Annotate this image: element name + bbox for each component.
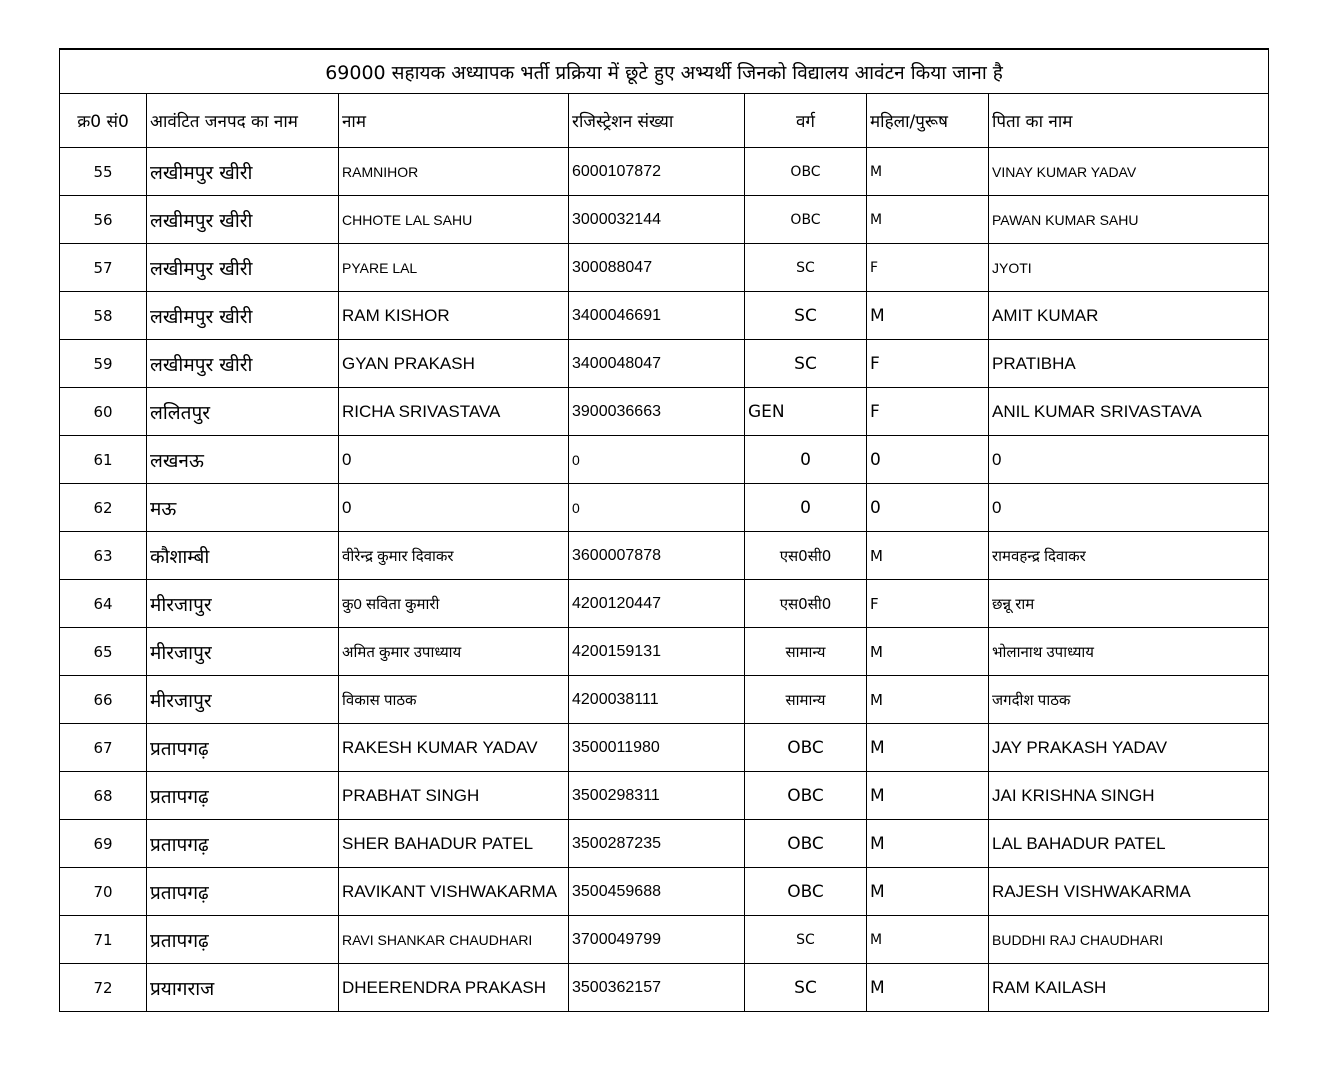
cell-gender: F [867,388,989,436]
cell-registration: 3600007878 [569,532,745,580]
cell-district: मीरजापुर [147,676,339,724]
header-name: नाम [339,94,569,148]
cell-father-name: PAWAN KUMAR SAHU [989,196,1269,244]
cell-name: 0 [339,484,569,532]
cell-gender: M [867,148,989,196]
cell-father-name: RAJESH VISHWAKARMA [989,868,1269,916]
cell-district: ललितपुर [147,388,339,436]
cell-father-name: PRATIBHA [989,340,1269,388]
cell-serial: 55 [60,148,147,196]
cell-category: SC [745,964,867,1012]
cell-district: प्रतापगढ़ [147,916,339,964]
title-row [60,49,1269,94]
cell-gender: M [867,292,989,340]
cell-name: वीरेन्द्र कुमार दिवाकर [339,532,569,580]
cell-gender: M [867,964,989,1012]
cell-name: विकास पाठक [339,676,569,724]
cell-gender: M [867,676,989,724]
cell-gender: M [867,916,989,964]
cell-serial: 62 [60,484,147,532]
cell-registration: 0 [569,436,745,484]
table-row [60,724,1269,772]
table-row [60,916,1269,964]
cell-serial: 65 [60,628,147,676]
cell-category: 0 [745,484,867,532]
cell-father-name: छन्नू राम [989,580,1269,628]
cell-serial: 67 [60,724,147,772]
cell-category: एस0सी0 [745,580,867,628]
cell-serial: 59 [60,340,147,388]
cell-serial: 68 [60,772,147,820]
cell-district: मीरजापुर [147,628,339,676]
table-row [60,820,1269,868]
cell-category: GEN [745,388,867,436]
cell-father-name: 0 [989,436,1269,484]
cell-name: PRABHAT SINGH [339,772,569,820]
cell-name: RAVIKANT VISHWAKARMA [339,868,569,916]
cell-gender: M [867,772,989,820]
cell-registration: 3500298311 [569,772,745,820]
cell-category: एस0सी0 [745,532,867,580]
table-row [60,580,1269,628]
cell-father-name: JYOTI [989,244,1269,292]
cell-district: प्रयागराज [147,964,339,1012]
cell-father-name: BUDDHI RAJ CHAUDHARI [989,916,1269,964]
cell-name: PYARE LAL [339,244,569,292]
table-row [60,868,1269,916]
cell-name: GYAN PRAKASH [339,340,569,388]
cell-father-name: 0 [989,484,1269,532]
table-row [60,436,1269,484]
cell-category: OBC [745,724,867,772]
cell-category: OBC [745,772,867,820]
cell-serial: 57 [60,244,147,292]
header-gender: महिला/पुरूष [867,94,989,148]
cell-gender: 0 [867,436,989,484]
cell-registration: 4200159131 [569,628,745,676]
cell-district: मीरजापुर [147,580,339,628]
cell-gender: M [867,820,989,868]
table-row [60,772,1269,820]
cell-category: 0 [745,436,867,484]
header-serial: क्र0 सं0 [60,94,147,148]
cell-category: सामान्य [745,676,867,724]
table-row [60,628,1269,676]
cell-gender: 0 [867,484,989,532]
cell-gender: M [867,532,989,580]
cell-district: लखीमपुर खीरी [147,148,339,196]
cell-father-name: ANIL KUMAR SRIVASTAVA [989,388,1269,436]
cell-father-name: रामवहन्द्र दिवाकर [989,532,1269,580]
cell-father-name: JAY PRAKASH YADAV [989,724,1269,772]
table-row [60,292,1269,340]
cell-registration: 3900036663 [569,388,745,436]
cell-gender: M [867,724,989,772]
table-row [60,340,1269,388]
table-row [60,388,1269,436]
cell-name: RICHA SRIVASTAVA [339,388,569,436]
cell-serial: 61 [60,436,147,484]
table-row [60,532,1269,580]
cell-category: सामान्य [745,628,867,676]
cell-district: प्रतापगढ़ [147,724,339,772]
table-row [60,964,1269,1012]
cell-registration: 3700049799 [569,916,745,964]
table-row [60,484,1269,532]
cell-district: लखनऊ [147,436,339,484]
table-row [60,196,1269,244]
cell-gender: M [867,868,989,916]
cell-serial: 72 [60,964,147,1012]
cell-registration: 3500011980 [569,724,745,772]
header-registration: रजिस्ट्रेशन संख्या [569,94,745,148]
cell-serial: 64 [60,580,147,628]
cell-name: RAM KISHOR [339,292,569,340]
cell-serial: 69 [60,820,147,868]
cell-registration: 0 [569,484,745,532]
cell-category: OBC [745,868,867,916]
allocation-table [59,48,1269,1012]
cell-district: लखीमपुर खीरी [147,244,339,292]
cell-serial: 63 [60,532,147,580]
cell-serial: 56 [60,196,147,244]
cell-father-name: AMIT KUMAR [989,292,1269,340]
header-category: वर्ग [745,94,867,148]
cell-district: लखीमपुर खीरी [147,292,339,340]
cell-name: RAMNIHOR [339,148,569,196]
cell-registration: 300088047 [569,244,745,292]
cell-gender: M [867,196,989,244]
cell-father-name: JAI KRISHNA SINGH [989,772,1269,820]
cell-category: SC [745,340,867,388]
cell-name: SHER BAHADUR PATEL [339,820,569,868]
cell-district: कौशाम्बी [147,532,339,580]
cell-name: CHHOTE LAL SAHU [339,196,569,244]
cell-gender: F [867,244,989,292]
cell-district: प्रतापगढ़ [147,772,339,820]
table-row [60,148,1269,196]
cell-registration: 3400048047 [569,340,745,388]
cell-registration: 3500362157 [569,964,745,1012]
cell-district: प्रतापगढ़ [147,820,339,868]
cell-registration: 3400046691 [569,292,745,340]
cell-name: RAVI SHANKAR CHAUDHARI [339,916,569,964]
cell-father-name: VINAY KUMAR YADAV [989,148,1269,196]
header-district: आवंटित जनपद का नाम [147,94,339,148]
table-row [60,244,1269,292]
cell-registration: 6000107872 [569,148,745,196]
cell-gender: F [867,580,989,628]
cell-serial: 70 [60,868,147,916]
cell-category: SC [745,916,867,964]
cell-serial: 58 [60,292,147,340]
cell-name: अमित कुमार उपाध्याय [339,628,569,676]
cell-district: लखीमपुर खीरी [147,340,339,388]
header-father: पिता का नाम [989,94,1269,148]
cell-father-name: RAM KAILASH [989,964,1269,1012]
cell-district: मऊ [147,484,339,532]
cell-father-name: भोलानाथ उपाध्याय [989,628,1269,676]
cell-category: OBC [745,196,867,244]
cell-category: SC [745,292,867,340]
cell-district: प्रतापगढ़ [147,868,339,916]
cell-father-name: LAL BAHADUR PATEL [989,820,1269,868]
cell-registration: 3500287235 [569,820,745,868]
cell-category: OBC [745,148,867,196]
cell-registration: 4200120447 [569,580,745,628]
cell-father-name: जगदीश पाठक [989,676,1269,724]
cell-registration: 3000032144 [569,196,745,244]
page-title: 69000 सहायक अध्यापक भर्ती प्रक्रिया में छूटे हुए अभ्यर्थी जिनको विद्यालय आवंटन किया जाना है [60,49,1269,94]
cell-registration: 4200038111 [569,676,745,724]
cell-serial: 60 [60,388,147,436]
cell-serial: 71 [60,916,147,964]
cell-gender: F [867,340,989,388]
cell-name: कु0 सविता कुमारी [339,580,569,628]
cell-name: RAKESH KUMAR YADAV [339,724,569,772]
cell-gender: M [867,628,989,676]
cell-district: लखीमपुर खीरी [147,196,339,244]
cell-category: OBC [745,820,867,868]
header-row [60,94,1269,148]
cell-name: 0 [339,436,569,484]
cell-serial: 66 [60,676,147,724]
cell-category: SC [745,244,867,292]
cell-registration: 3500459688 [569,868,745,916]
cell-name: DHEERENDRA PRAKASH [339,964,569,1012]
table-row [60,676,1269,724]
